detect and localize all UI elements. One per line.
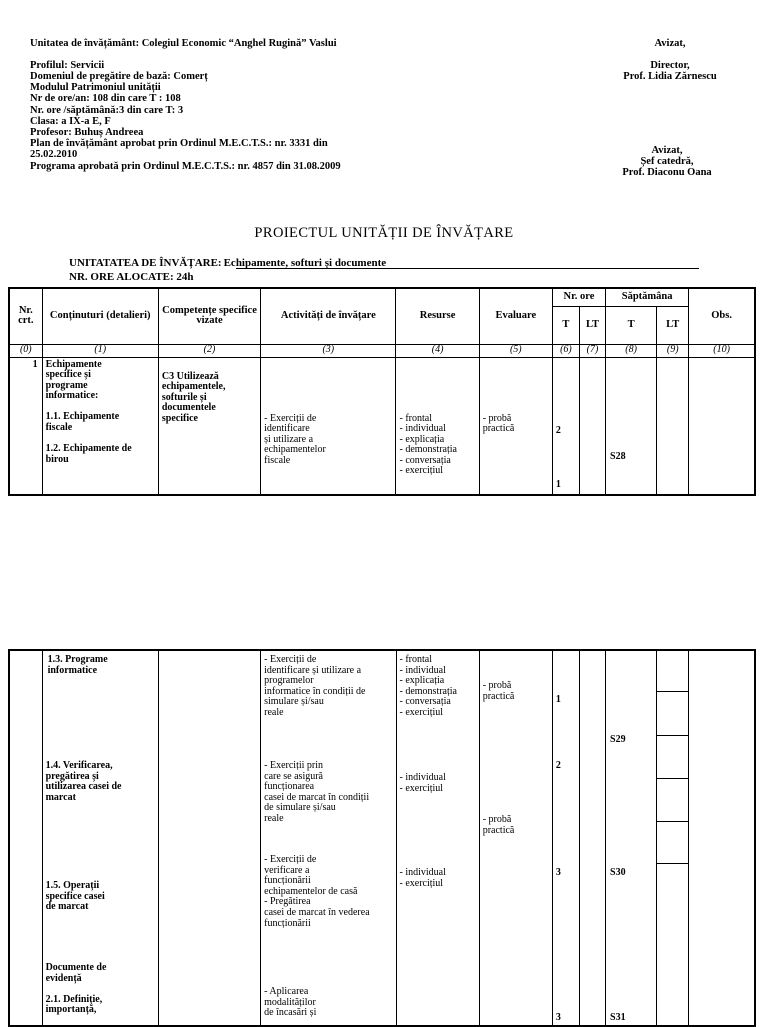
row1-resurse [396, 357, 479, 495]
header-line: 25.02.2010 [30, 149, 78, 161]
header-line: Modulul Patrimoniul unității [30, 82, 161, 94]
ore-value: 1 [555, 478, 561, 490]
table-row [9, 650, 755, 1026]
header-line [30, 49, 341, 60]
index-cell: (9) [657, 344, 689, 357]
row1-ore-lt [579, 357, 605, 495]
ore-value: 1 [555, 694, 561, 705]
content-line: 1.3. Programe [47, 654, 108, 665]
activity-line: funcționării [264, 917, 311, 929]
header-continuturi: Conținuturi (detalieri) [42, 288, 158, 344]
index-cell: (1) [42, 344, 158, 357]
unit-underline [236, 268, 699, 269]
avizat-sef-catedra [612, 145, 722, 179]
unit-info [69, 256, 386, 284]
avizat-line: Avizat, [654, 38, 686, 49]
resource-line: - exercițiul [399, 706, 444, 718]
avizat-line: Prof. Diaconu Oana [622, 167, 712, 179]
activity-line: - Exerciții de [264, 654, 317, 665]
header-left [30, 38, 341, 172]
p2-obs [689, 650, 755, 1026]
index-cell: (6) [552, 344, 579, 357]
header-line: Plan de învățământ aprobat prin Ordinul M.E.C.T.S.: nr. 3331 din [30, 138, 328, 150]
activity-line: de simulare și/sau [264, 802, 336, 814]
header-line: Profilul: Servicii [30, 59, 105, 71]
content-line: informatice: [45, 390, 99, 402]
resource-line: - individual [399, 664, 446, 676]
p2-continut [42, 650, 158, 1026]
activity-line: funcționării [264, 875, 311, 887]
content-line: 1.4. Verificarea, [45, 760, 113, 771]
evaluation-line: practică [482, 690, 515, 702]
p2-nr [9, 650, 42, 1026]
column-index-row [9, 344, 755, 357]
content-line: programe [45, 379, 88, 391]
activity-line: - Exerciții de [264, 412, 317, 424]
p2-resurse [396, 650, 479, 1026]
avizat-line: Șef catedră, [640, 156, 694, 168]
evaluation-line: practică [482, 824, 515, 836]
activity-line: fiscale [264, 454, 291, 466]
week-value: S31 [610, 1012, 626, 1023]
ore-value: 3 [555, 1012, 561, 1023]
activity-line: funcționarea [264, 781, 315, 793]
activity-line: - Exerciții de [264, 854, 317, 865]
index-cell: (10) [689, 344, 755, 357]
activity-line: modalităților [264, 996, 316, 1008]
p2-competente [158, 650, 260, 1026]
header-line: Clasa: a IX-a E, F [30, 115, 111, 127]
activity-line: informatice în condiții de [264, 685, 366, 697]
header-line: Nr. ore /săptămână:3 din care T: 3 [30, 104, 184, 116]
header-saptamana: Săptămâna [606, 288, 689, 306]
resource-line: - demonstrația [399, 444, 457, 456]
activity-line: verificare a [264, 864, 310, 876]
content-line: informatice [47, 664, 98, 676]
row1-obs [689, 357, 755, 495]
activity-line: identificare și utilizare a [264, 664, 362, 676]
content-line: evidență [45, 972, 82, 984]
header-competente: Competențe specifice vizate [158, 288, 260, 344]
content-line: 2.1. Definiție, [45, 993, 103, 1005]
content-line: birou [45, 453, 69, 465]
week-value: S30 [610, 867, 626, 878]
index-cell: (8) [606, 344, 657, 357]
index-cell: (3) [261, 344, 396, 357]
content-line: Echipamente [45, 358, 102, 370]
p2-sapt-lt [657, 650, 689, 1026]
avizat-line [620, 49, 720, 60]
divider [657, 735, 688, 736]
resource-line: - explicația [399, 433, 445, 445]
divider [657, 778, 688, 779]
p2-evaluare [479, 650, 552, 1026]
divider [657, 821, 688, 822]
activity-line: identificare [264, 423, 310, 435]
evaluation-line: - probă [482, 412, 512, 424]
activity-line: programelor [264, 675, 314, 687]
header-nr-ore: Nr. ore [552, 288, 605, 306]
index-cell: (2) [158, 344, 260, 357]
evaluation-line: practică [482, 423, 515, 435]
plan-table-page-1 [8, 287, 756, 496]
header-resurse: Resurse [396, 288, 479, 344]
activity-line: care se asigură [264, 770, 323, 782]
resource-line: - exercițiul [399, 877, 444, 889]
header-ore-lt: LT [579, 306, 605, 344]
content-line: Documente de [45, 962, 107, 973]
activity-line: echipamentelor de casă [264, 885, 358, 897]
competence-line: documentele [161, 402, 216, 414]
competence-line: softurile și [161, 391, 207, 403]
evaluation-line: - probă [482, 814, 512, 825]
content-line: 1.5. Operații [45, 880, 100, 891]
resource-line: - exercițiul [399, 782, 444, 794]
header-sapt-t: T [606, 306, 657, 344]
activity-line: și utilizare a [264, 433, 314, 445]
page-title: PROIECTUL UNITĂȚII DE ÎNVĂȚARE [254, 225, 514, 241]
avizat-line: Avizat, [651, 145, 683, 156]
row1-sapt-lt [657, 357, 689, 495]
index-cell: (5) [479, 344, 552, 357]
row1-ore-t [552, 357, 579, 495]
table-row [9, 357, 755, 495]
row1-continut [42, 357, 158, 495]
row1-evaluare [479, 357, 552, 495]
resource-line: - conversația [399, 696, 451, 708]
activity-line: simulare și/sau [264, 696, 324, 708]
activity-line: casei de marcat în condiții [264, 791, 370, 803]
row1-activitati [261, 357, 396, 495]
row1-sapt-t [606, 357, 657, 495]
resource-line: - demonstrația [399, 685, 457, 697]
avizat-line: Prof. Lidia Zărnescu [623, 71, 717, 82]
competence-line: specifice [161, 412, 198, 424]
header-obs: Obs. [689, 288, 755, 344]
resource-line: - explicația [399, 675, 445, 687]
header-line: Profesor: Buhuș Andreea [30, 127, 144, 139]
header-ore-t: T [552, 306, 579, 344]
content-line: 1.2. Echipamente de [45, 443, 132, 455]
content-line: pregătirea și [45, 770, 99, 782]
plan-table-page-2 [8, 649, 756, 1027]
activity-line: - Pregătirea [264, 896, 311, 908]
content-line: specifice casei [45, 890, 105, 902]
resource-line: - individual [399, 867, 446, 878]
activity-line: reale [264, 812, 284, 824]
header-nr-crt: Nr. crt. [9, 288, 42, 344]
activity-line: casei de marcat în vederea [264, 906, 370, 918]
p2-activitati [261, 650, 396, 1026]
content-line: fiscale [45, 422, 73, 434]
resource-line: - individual [399, 423, 446, 435]
resource-line: - conversația [399, 454, 451, 466]
ore-value: 3 [555, 867, 561, 878]
content-line: importanță, [45, 1004, 97, 1016]
unit-label: UNITATATEA DE ÎNVĂȚARE: [69, 257, 222, 269]
activity-line: reale [264, 706, 284, 718]
index-cell: (7) [579, 344, 605, 357]
resource-line: - frontal [399, 654, 432, 665]
activity-line: de încasări și [264, 1007, 317, 1019]
header-sapt-lt: LT [657, 306, 689, 344]
content-line: 1.1. Echipamente [45, 411, 120, 423]
activity-line: echipamentelor [264, 444, 326, 456]
resource-line: - frontal [399, 412, 432, 424]
index-cell: (4) [396, 344, 479, 357]
header-line: Programa aprobată prin Ordinul M.E.C.T.S.: nr. 4857 din 31.08.2009 [30, 160, 341, 172]
row-number: 1 [9, 357, 42, 495]
header-line: Unitatea de învățământ: Colegiul Economic “Anghel Rugină” Vaslui [30, 38, 337, 49]
resource-line: - individual [399, 772, 446, 783]
divider [657, 691, 688, 692]
activity-line: - Aplicarea [264, 986, 309, 997]
p2-ore-t [552, 650, 579, 1026]
header-line: Domeniul de pregătire de bază: Comerț [30, 71, 208, 82]
week-value: S28 [610, 450, 626, 462]
index-cell: (0) [9, 344, 42, 357]
avizat-line: Director, [650, 59, 690, 71]
content-line: marcat [45, 791, 76, 803]
header-activitati: Activități de învățare [261, 288, 396, 344]
unit-hours: NR. ORE ALOCATE: 24h [69, 271, 194, 283]
p2-sapt-t [606, 650, 657, 1026]
week-value: S29 [610, 734, 626, 745]
ore-value: 2 [555, 424, 561, 436]
ore-value: 2 [555, 760, 561, 771]
unit-value: Echipamente, softuri și documente [223, 257, 387, 269]
content-line: de marcat [45, 901, 89, 913]
divider [657, 863, 688, 864]
evaluation-line: - probă [482, 680, 512, 691]
header-evaluare: Evaluare [479, 288, 552, 344]
competence-line: C3 Utilizează [161, 370, 219, 382]
resource-line: - exercițiul [399, 465, 444, 477]
p2-ore-lt [579, 650, 605, 1026]
row1-competente [158, 357, 260, 495]
content-line: specifice și [45, 369, 91, 381]
avizat-director [620, 38, 720, 82]
competence-line: echipamentele, [161, 381, 226, 393]
content-line: utilizarea casei de [45, 781, 122, 793]
activity-line: - Exerciții prin [264, 760, 324, 771]
header-line: Nr de ore/an: 108 din care T : 108 [30, 93, 181, 105]
